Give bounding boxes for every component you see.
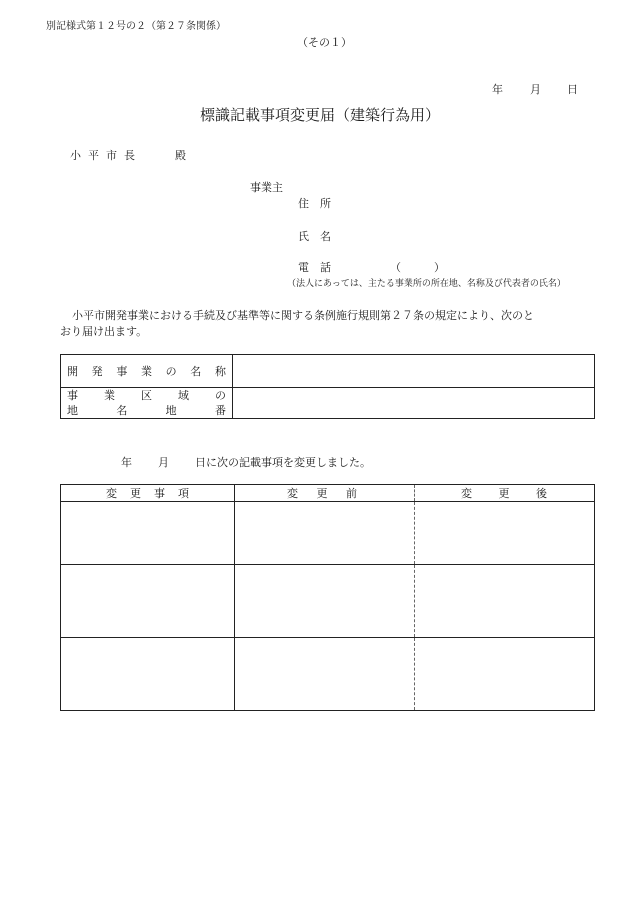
before-change-header: 変 更 前: [235, 485, 415, 502]
change-date-month: 月: [158, 456, 169, 469]
after-change-cell[interactable]: [415, 638, 595, 711]
addressee-honorific: 殿: [175, 149, 186, 162]
table-row: [61, 638, 595, 711]
development-info-table: [60, 354, 595, 419]
date-month-label: 月: [530, 83, 541, 96]
change-date-year: 年: [121, 456, 132, 469]
phone-label: 電 話: [298, 261, 331, 274]
date-day-label: 日: [567, 83, 578, 96]
corporate-note: （法人にあっては、主たる事業所の所在地、名称及び代表者の氏名）: [287, 279, 566, 289]
change-date-text: 日に次の記載事項を変更しました。: [195, 456, 371, 469]
development-name-field[interactable]: [233, 355, 595, 388]
after-change-cell[interactable]: [415, 565, 595, 638]
table-row: [61, 565, 595, 638]
change-item-cell[interactable]: [61, 638, 235, 711]
body-text-line2: おり届け出ます。: [60, 325, 148, 338]
change-items-table: [60, 484, 595, 711]
table-row: [61, 502, 595, 565]
address-label: 住 所: [298, 197, 331, 210]
page-label: （その１）: [297, 36, 352, 49]
addressee-name: 小平市長: [70, 149, 142, 162]
date-year-label: 年: [492, 83, 503, 96]
change-item-cell[interactable]: [61, 502, 235, 565]
document-title: 標識記載事項変更届（建築行為用）: [200, 106, 441, 124]
project-area-label: 事 業 区 域 の 地 名 地 番: [61, 388, 233, 419]
change-item-cell[interactable]: [61, 565, 235, 638]
after-change-header: 変 更 後: [415, 485, 595, 502]
change-item-header: 変 更 事 項: [61, 485, 235, 502]
phone-parens: （ ）: [390, 261, 445, 274]
body-text-line1: 小平市開発事業における手続及び基準等に関する条例施行規則第２７条の規定により、次のと: [72, 309, 534, 322]
after-change-cell[interactable]: [415, 502, 595, 565]
applicant-heading: 事業主: [250, 181, 283, 194]
before-change-cell[interactable]: [235, 638, 415, 711]
development-name-label: 開 発 事 業 の 名 称: [61, 355, 233, 388]
project-area-field[interactable]: [233, 388, 595, 419]
before-change-cell[interactable]: [235, 502, 415, 565]
form-number: 別記様式第１２号の２（第２７条関係）: [46, 21, 226, 32]
before-change-cell[interactable]: [235, 565, 415, 638]
name-label: 氏 名: [298, 230, 331, 243]
